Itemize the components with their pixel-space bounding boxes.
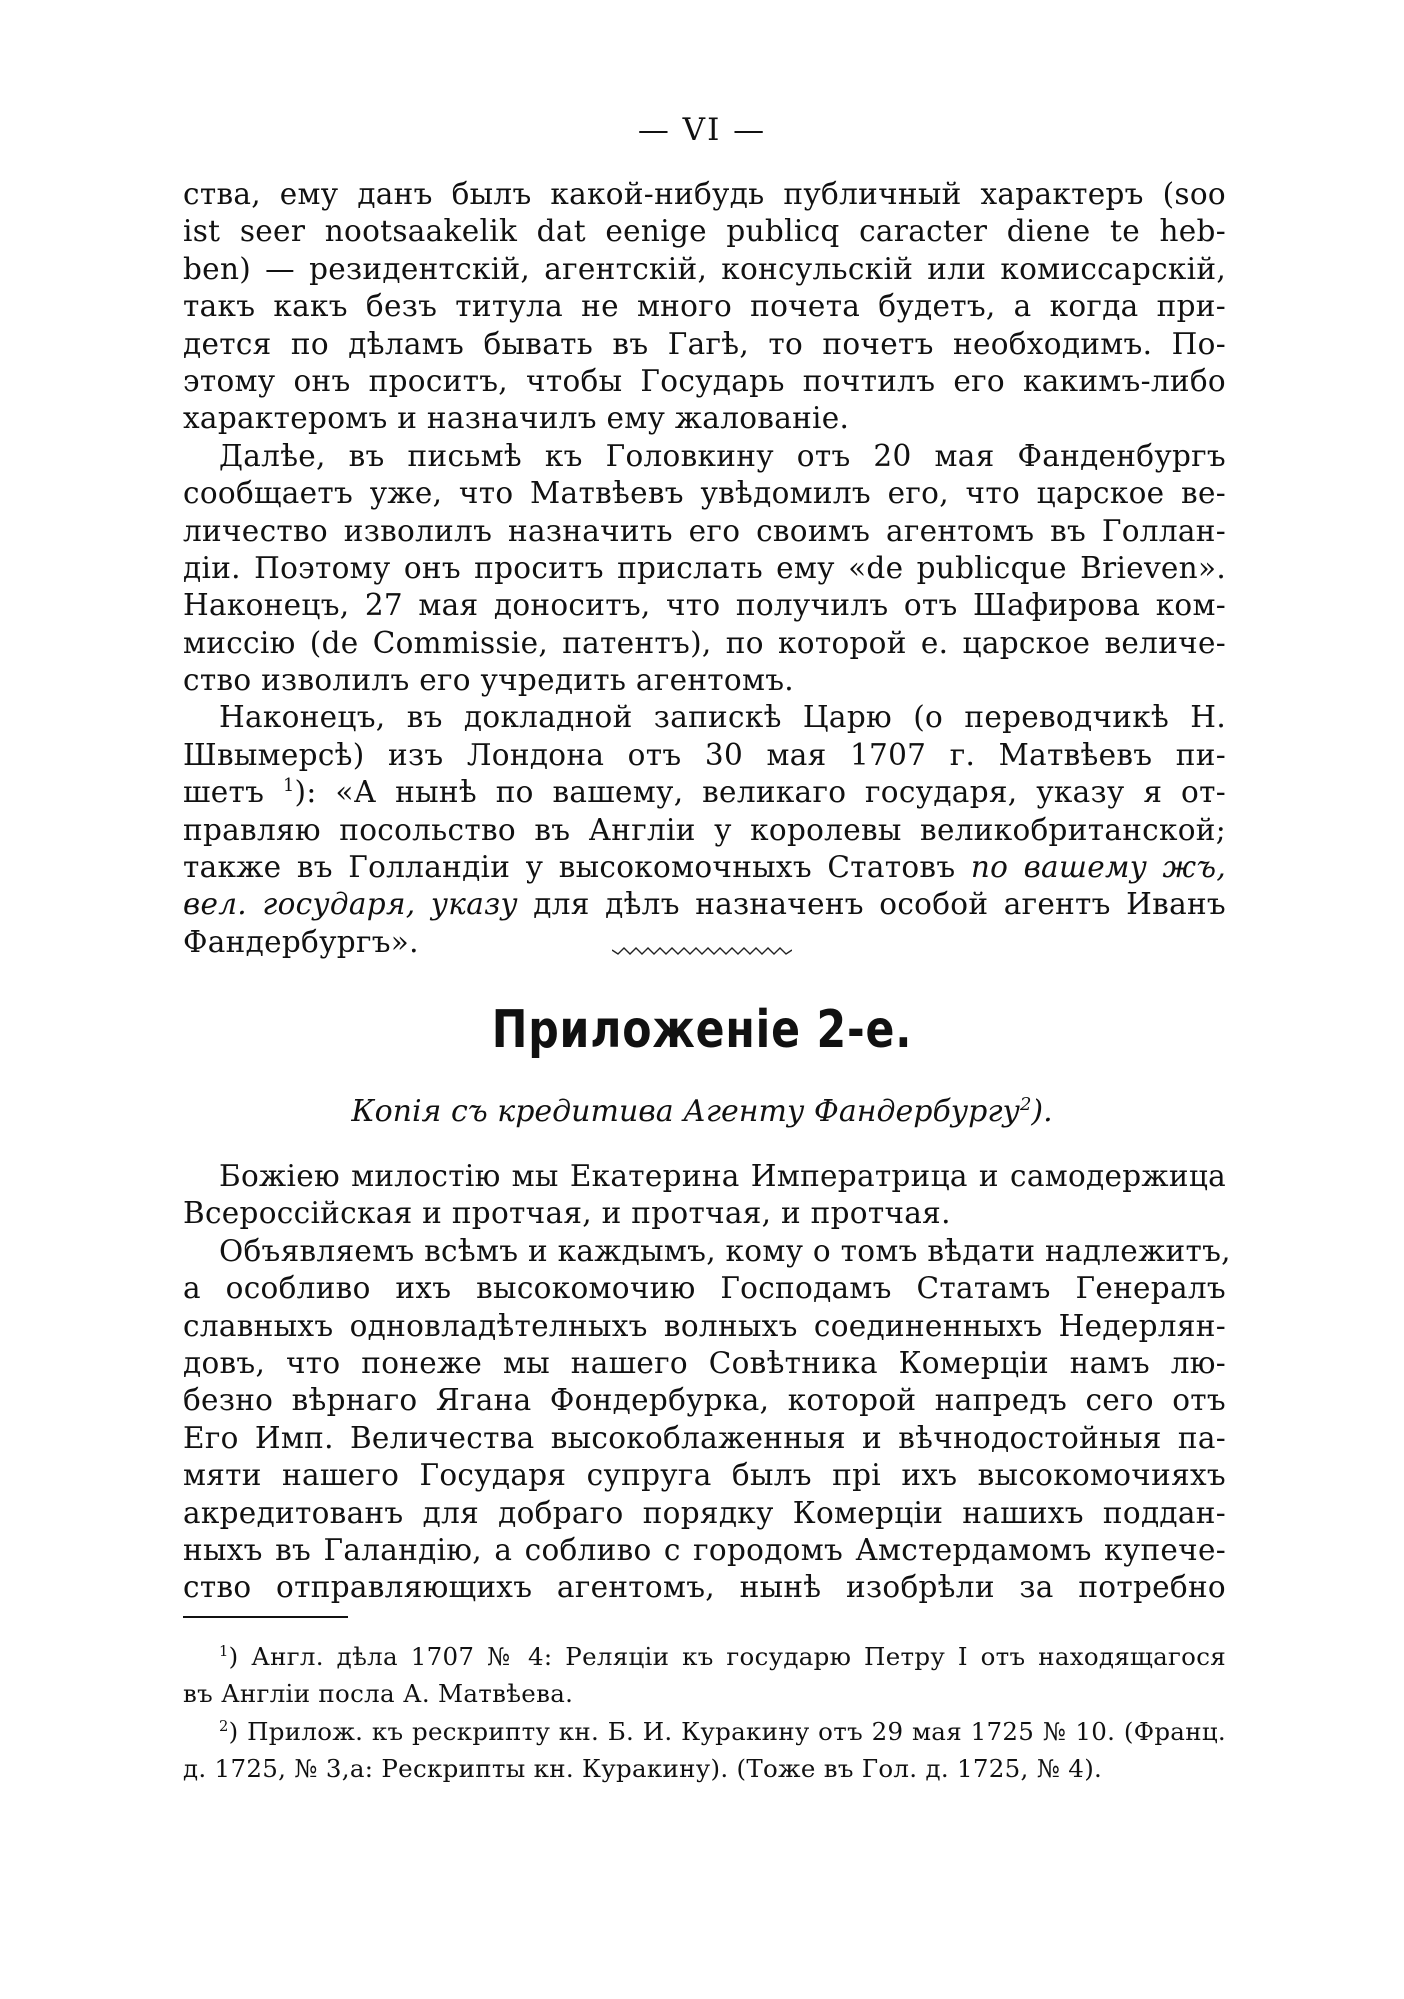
footnotes (183, 1640, 1226, 1790)
text-line: Объявляемъ всѣмъ и каждымъ, кому о томъ вѣдати надлежитъ, (219, 1233, 1231, 1268)
text-line: Всероссійская и протчая, и протчая, и протчая. (183, 1196, 951, 1231)
subtitle-tail: ). (1031, 1094, 1053, 1129)
text-run: ): «А нынѣ по вашему, великаго государя, указу я от- (294, 775, 1226, 810)
text-line: дется по дѣламъ бывать въ Гагѣ, то почетъ необходимъ. По- (183, 326, 1226, 361)
text-line: акредитованъ для добраго порядку Комерціи нашихъ поддан- (183, 1495, 1226, 1530)
appendix-subtitle (0, 1094, 1404, 1129)
text-run: для дѣлъ назначенъ особой агентъ Иванъ (517, 887, 1227, 922)
text-run: шетъ (183, 775, 283, 810)
text-line: довъ, что понеже мы нашего Совѣтника Комерціи намъ лю- (183, 1345, 1226, 1380)
paragraph-5 (183, 1233, 1231, 1607)
footnote-mark: 2 (219, 1717, 229, 1735)
text-line: личество изволилъ назначить его своимъ агентомъ въ Голлан- (183, 513, 1226, 548)
paragraph-4 (183, 1158, 1226, 1233)
paragraph-3 (183, 699, 1226, 961)
text-line (183, 849, 1226, 886)
subtitle-text: Копія съ кредитива Агенту Фандербургу (351, 1094, 1020, 1129)
text-line: ство отправляющихъ агентомъ, нынѣ изобрѣли за потребно (183, 1570, 1226, 1605)
footnote-text: ) Прилож. къ рескрипту кн. Б. И. Куракину отъ 29 мая 1725 № 10. (Франц. (228, 1716, 1226, 1746)
text-line: безно вѣрнаго Ягана Фондербурка, которой напредъ сего отъ (183, 1383, 1226, 1418)
text-line: а особливо ихъ высокомочию Господамъ Статамъ Генералъ (183, 1271, 1226, 1306)
italic-run: по вашему жъ, (970, 850, 1227, 885)
text-line: Фандербургъ». (183, 924, 419, 959)
text-line: діи. Поэтому онъ проситъ прислать ему «de publicque Brieven». (183, 550, 1226, 585)
text-line: ist seer nootsaakelik dat eenige publicq caracter diene te heb- (183, 214, 1226, 249)
text-run: также въ Голландіи у высокомочныхъ Статовъ (183, 850, 971, 885)
main-text-bottom (183, 1158, 1231, 1607)
paragraph-2 (183, 438, 1226, 700)
text-line: ныхъ въ Галандію, а собливо с городомъ Амстердамомъ купече- (183, 1532, 1226, 1567)
footnote-text: ) Англ. дѣла 1707 № 4: Реляціи къ государю Петру I отъ находящагося (228, 1642, 1226, 1671)
text-line: Швымерсѣ) изъ Лондона отъ 30 мая 1707 г. Матвѣевъ пи- (183, 737, 1226, 772)
text-line: славныхъ одновладѣтелныхъ волныхъ соединенныхъ Недерлян- (183, 1308, 1226, 1343)
footnote-1 (183, 1640, 1226, 1677)
footnote-ref: 1 (282, 776, 295, 797)
page-number: — VI — (637, 112, 767, 148)
footnote-divider (183, 1616, 348, 1618)
footnote-2-cont: д. 1725, № 3,а: Рескрипты кн. Куракину). (Тоже въ Гол. д. 1725, № 4). (183, 1754, 1103, 1784)
footnote-ref: 2 (1019, 1094, 1032, 1115)
footnote-2 (183, 1715, 1226, 1752)
text-line (183, 886, 1226, 923)
text-line: этому онъ проситъ, чтобы Государь почтилъ его какимъ-либо (183, 363, 1226, 398)
paragraph-1 (183, 176, 1226, 438)
text-line: Далѣе, въ письмѣ къ Головкину отъ 20 мая Фанденбургъ (219, 438, 1226, 473)
text-line: правляю посольство въ Англіи у королевы великобританской; (183, 812, 1226, 847)
text-line: ство изволилъ его учредить агентомъ. (183, 663, 794, 698)
text-line: миссію (de Commissie, патентъ), по которой е. царское величе- (183, 625, 1226, 660)
text-line: ства, ему данъ былъ какой-нибудь публичный характеръ (soo (183, 177, 1226, 211)
appendix-heading: Приложеніе 2-е. (491, 1000, 913, 1060)
text-line: Божіею милостію мы Екатерина Императрица и самодержица (219, 1159, 1226, 1193)
text-line (183, 774, 1226, 811)
decorative-divider (612, 944, 792, 956)
text-line: такъ какъ безъ титула не много почета будетъ, а когда при- (183, 289, 1226, 324)
text-line: Его Имп. Величества высокоблаженныя и вѣчнодостойныя па- (183, 1420, 1226, 1455)
text-line: сообщаетъ уже, что Матвѣевъ увѣдомилъ его, что царское ве- (183, 476, 1226, 511)
text-line: Наконецъ, 27 мая доноситъ, что получилъ отъ Шафирова ком- (183, 588, 1226, 623)
italic-run: вел. государя, указу (183, 887, 518, 922)
text-line: Наконецъ, въ докладной запискѣ Царю (о переводчикѣ Н. (219, 700, 1226, 735)
text-line: характеромъ и назначилъ ему жалованіе. (183, 401, 850, 436)
text-line: мяти нашего Государя супруга былъ прі ихъ высокомочияхъ (183, 1458, 1226, 1493)
text-line: ben) — резидентскій, агентскій, консульскій или комиссарскій, (183, 251, 1226, 286)
main-text-top (183, 176, 1226, 961)
footnote-1-cont: въ Англіи посла А. Матвѣева. (183, 1679, 574, 1709)
footnote-mark: 1 (219, 1642, 229, 1660)
